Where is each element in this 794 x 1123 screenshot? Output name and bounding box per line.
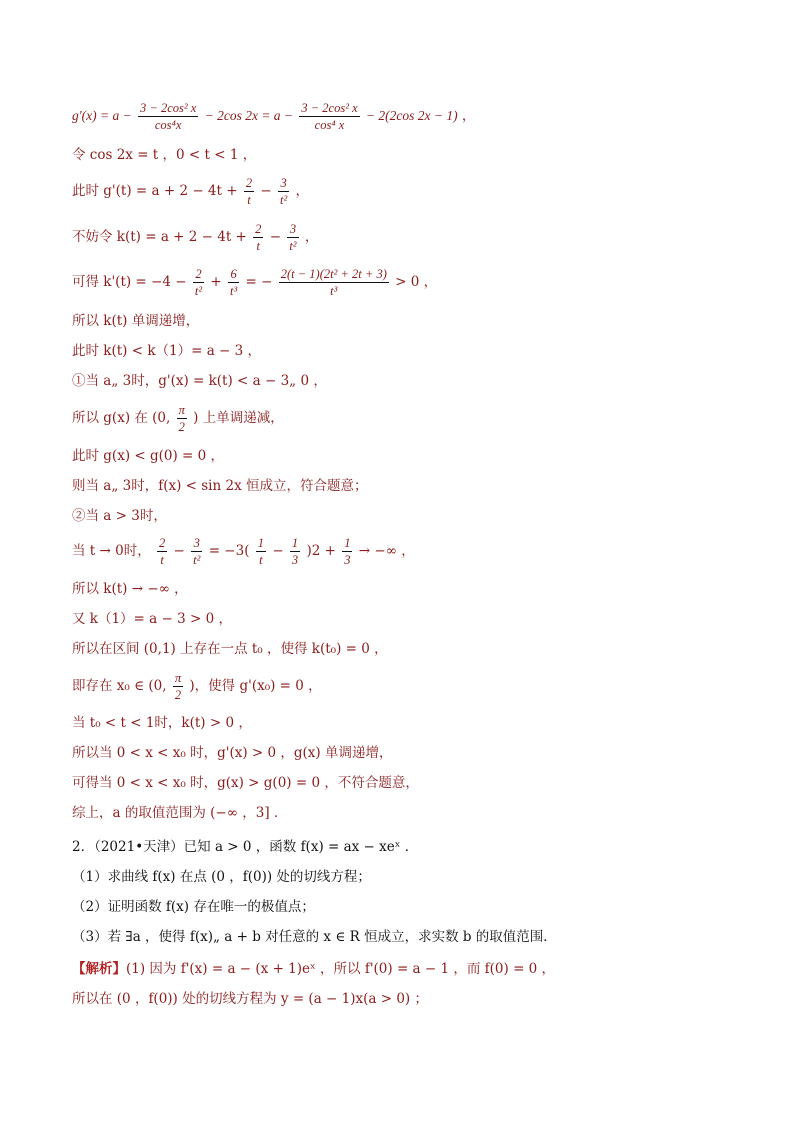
denominator: t²: [193, 553, 201, 567]
fraction: [138, 100, 198, 133]
text-segment: ，: [304, 229, 319, 245]
fraction: [173, 670, 183, 703]
fraction: [253, 221, 263, 254]
solution-line-1: [72, 960, 555, 978]
denominator: t²: [280, 193, 288, 207]
denominator: t: [259, 553, 263, 567]
text-line-12: ②当 a > 3时，: [72, 508, 167, 524]
problem-2-statement: 2．（2021•天津）已知 a > 0 ，函数 f(x) = ax − xeˣ ．: [72, 839, 419, 855]
numerator: π: [174, 671, 182, 685]
text-segment: > 0 ，: [395, 274, 438, 290]
text-segment: = −3(: [208, 543, 250, 559]
equation-line-13: [72, 535, 415, 568]
text-line-15: 又 k（1）= a − 3 > 0 ，: [72, 611, 232, 627]
equation-line-9: [72, 402, 284, 435]
text-segment: = −: [245, 274, 273, 290]
fraction: [278, 175, 289, 208]
denominator: t: [160, 553, 164, 567]
text-segment: − 2cos 2x = a −: [204, 108, 294, 123]
denominator: t²: [194, 284, 203, 298]
text-line-8: ①当 a„ 3时，g'(x) = k(t) < a − 3„ 0 ，: [72, 373, 327, 389]
fraction: [228, 266, 239, 299]
numerator: 2(t − 1)(2t² + 2t + 3): [280, 267, 387, 281]
fraction: [342, 535, 352, 568]
text-line-10: 此时 g(x) < g(0) = 0 ，: [72, 448, 225, 464]
fraction: [290, 535, 300, 568]
text-segment: → −∞ ，: [358, 543, 415, 559]
text-segment: ) 上单调递减，: [193, 410, 284, 426]
problem-2-part-3: （3）若 ∃a ，使得 f(x)„ a + b 对任意的 x ∈ R 恒成立，求实数 b 的取值范围．: [72, 929, 557, 945]
denominator: 2: [174, 688, 182, 702]
text-segment: 当 t → 0时，: [72, 543, 151, 559]
text-line-16: 所以在区间 (0,1) 上存在一点 t₀ ，使得 k(t₀) = 0 ，: [72, 641, 388, 657]
text-segment: −: [173, 543, 185, 559]
text-line-11: 则当 a„ 3时，f(x) < sin 2x 恒成立，符合题意；: [72, 478, 368, 494]
fraction: [256, 535, 266, 568]
problem-2-part-1: （1）求曲线 f(x) 在点 (0 ，f(0)) 处的切线方程；: [72, 869, 371, 885]
equation-line-3: [72, 175, 309, 208]
numerator: 1: [344, 536, 351, 550]
denominator: t: [247, 193, 251, 207]
denominator: t³: [229, 284, 238, 298]
numerator: 1: [257, 536, 265, 550]
text-line-19: 所以当 0 < x < x₀ 时，g'(x) > 0 ，g(x) 单调递增，: [72, 745, 393, 761]
fraction: [191, 535, 202, 568]
numerator: 3: [191, 535, 202, 552]
denominator: cos⁴ x: [314, 118, 345, 132]
fraction: [193, 266, 204, 299]
text-segment: (1) 因为 f'(x) = a − (x + 1)eˣ ，所以 f'(0) = a − 1 ，而 f(0) = 0 ，: [126, 961, 556, 977]
text-segment: 不妨令 k(t) = a + 2 − 4t +: [72, 229, 247, 245]
text-segment: ，: [295, 183, 310, 199]
numerator: 2: [159, 536, 166, 550]
numerator: 1: [291, 536, 299, 550]
text-segment: −: [272, 543, 284, 559]
text-line-6: 所以 k(t) 单调递增，: [72, 313, 200, 329]
text-line-2: 令 cos 2x = t ，0 < t < 1 ，: [72, 147, 257, 163]
equation-line-4: [72, 221, 318, 254]
denominator: cos⁴x: [154, 118, 182, 132]
text-segment: +: [210, 274, 222, 290]
equation-line-17: [72, 670, 322, 703]
text-segment: ，: [461, 108, 476, 124]
numerator: 2: [255, 222, 262, 236]
fraction: [299, 100, 359, 133]
solution-line-2: 所以在 (0 ，f(0)) 处的切线方程为 y = (a − 1)x(a > 0) ；: [72, 991, 428, 1007]
denominator: t²: [289, 239, 297, 253]
text-segment: 即存在 x₀ ∈ (0,: [72, 678, 167, 694]
numerator: 2: [245, 176, 253, 190]
denominator: t: [256, 239, 261, 253]
fraction: [279, 266, 389, 299]
denominator: 2: [178, 420, 185, 434]
numerator: 6: [228, 266, 239, 283]
numerator: π: [178, 403, 185, 417]
text-line-14: 所以 k(t) → −∞ ，: [72, 581, 188, 597]
denominator: 3: [344, 553, 351, 567]
problem-2-part-2: （2）证明函数 f(x) 存在唯一的极值点；: [72, 899, 315, 915]
denominator: t³: [330, 284, 338, 298]
text-segment: 此时 g'(t) = a + 2 − 4t +: [72, 183, 238, 199]
text-segment: g'(x) = a −: [72, 108, 132, 123]
text-line-7: 此时 k(t) < k（1）= a − 3 ，: [72, 343, 262, 359]
text-segment: )2 +: [306, 543, 336, 559]
fraction: [157, 535, 167, 568]
equation-line-5: [72, 266, 437, 299]
numerator: 3: [287, 221, 298, 238]
numerator: 3: [278, 175, 289, 192]
text-segment: 可得 k'(t) = −4 −: [72, 274, 187, 290]
text-segment: 所以 g(x) 在 (0,: [72, 410, 171, 426]
text-segment: −: [260, 183, 272, 199]
numerator: 3 − 2cos² x: [140, 101, 197, 115]
text-line-18: 当 t₀ < t < 1时，k(t) > 0 ，: [72, 715, 252, 731]
text-line-20: 可得当 0 < x < x₀ 时，g(x) > g(0) = 0 ，不符合题意，: [72, 775, 419, 791]
equation-line-1: [72, 100, 475, 133]
text-segment: )，使得 g'(x₀) = 0 ，: [189, 678, 322, 694]
numerator: 3 − 2cos² x: [301, 101, 358, 115]
text-segment: − 2(2cos 2x − 1): [365, 108, 458, 123]
fraction: [287, 221, 298, 254]
fraction: [177, 402, 187, 435]
text-line-21: 综上，a 的取值范围为 (−∞ ，3] ．: [72, 805, 288, 821]
text-segment: −: [269, 229, 282, 245]
numerator: 2: [193, 266, 204, 283]
fraction: [244, 175, 254, 208]
denominator: 3: [291, 553, 299, 567]
solution-tag: 【解析】: [72, 961, 126, 977]
